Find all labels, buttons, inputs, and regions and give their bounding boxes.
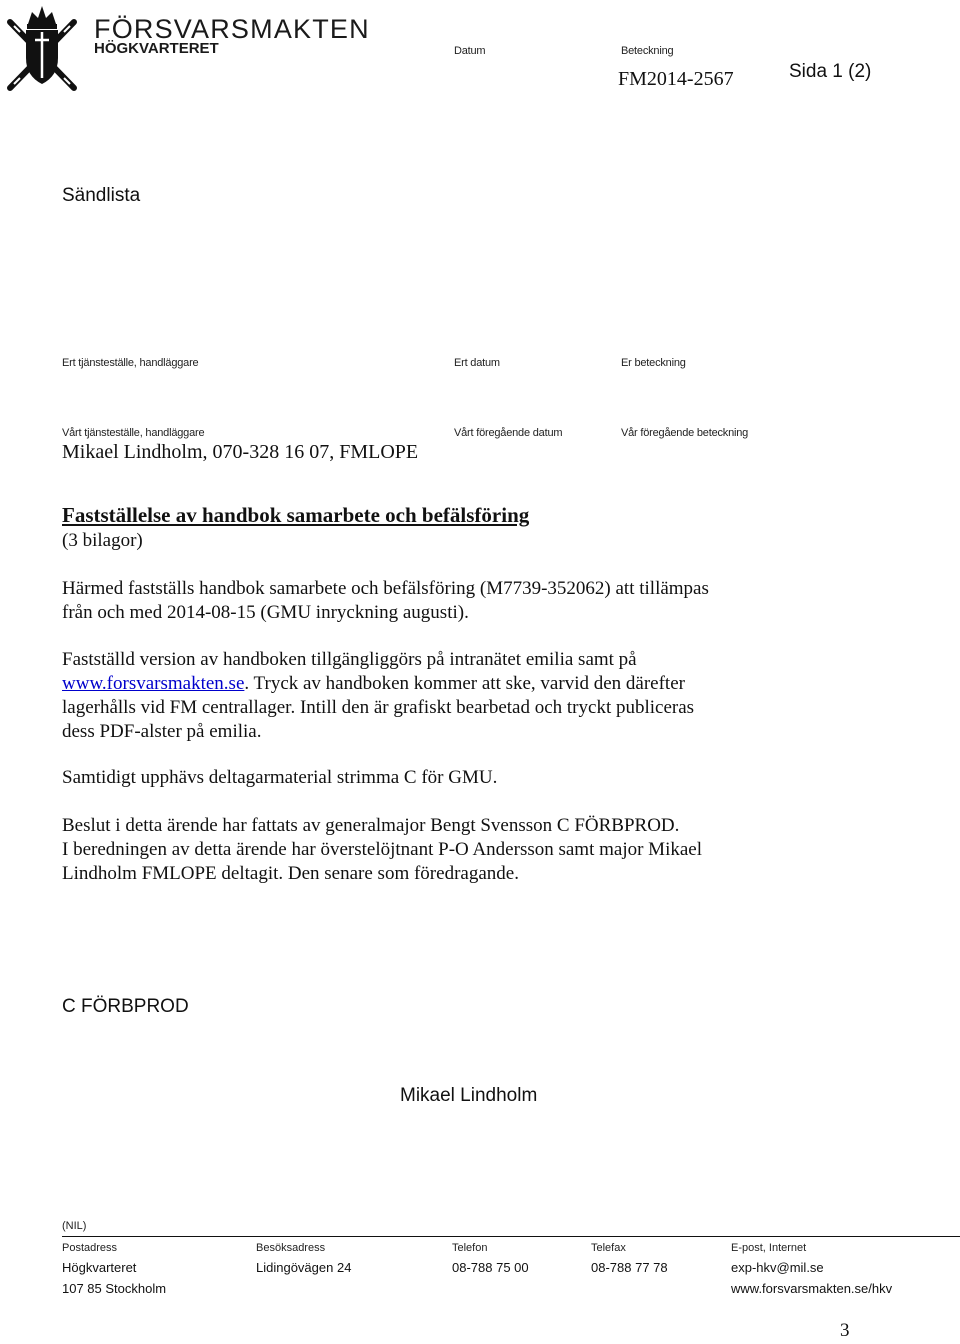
recipient-list-heading: Sändlista (62, 185, 141, 206)
paragraph-2-line-2 (62, 672, 694, 696)
subject-title: Fastställelse av handbok samarbete och befälsföring (62, 503, 530, 527)
phone-label: Telefon (452, 1242, 488, 1254)
email-address: exp-hkv@mil.se (731, 1260, 824, 1275)
org-unit: HÖGKVARTERET (94, 40, 219, 57)
our-office-value: Mikael Lindholm, 070-328 16 07, FMLOPE (62, 441, 419, 463)
paragraph-1-line-1: Härmed fastställs handbok samarbete och befälsföring (M7739-352062) att tillämpas (62, 578, 709, 599)
page-info: Sida 1 (2) (789, 61, 872, 82)
fax-label: Telefax (591, 1242, 626, 1254)
email-label: E-post, Internet (731, 1242, 807, 1254)
phone-number: 08-788 75 00 (452, 1260, 529, 1275)
fax-number: 08-788 77 78 (591, 1260, 668, 1275)
paragraph-2-line-2-rest: . Tryck av handboken kommer att ske, varvid den därefter (244, 673, 685, 694)
attachments-note: (3 bilagor) (62, 530, 143, 551)
paragraph-3: Samtidigt upphävs deltagarmaterial strimma C för GMU. (62, 767, 498, 788)
page-number: 3 (840, 1320, 850, 1341)
our-prev-date-label: Vårt föregående datum (454, 427, 563, 439)
postal-address (62, 1257, 166, 1299)
our-prev-ref-label: Vår föregående beteckning (621, 427, 749, 439)
org-name: FÖRSVARSMAKTEN (94, 14, 370, 44)
paragraph-4-line-1: Beslut i detta ärende har fattats av generalmajor Bengt Svensson C FÖRBPROD. (62, 815, 680, 836)
paragraph-1-line-2: från och med 2014-08-15 (GMU inryckning augusti). (62, 602, 469, 623)
datum-label: Datum (454, 45, 486, 57)
paragraph-2-line-4: dess PDF-alster på emilia. (62, 721, 262, 742)
nil-marker: (NIL) (62, 1220, 87, 1232)
your-date-label: Ert datum (454, 357, 500, 369)
postal-line-1: Högkvarteret (62, 1260, 137, 1275)
paragraph-4-line-3: Lindholm FMLOPE deltagit. Den senare som föredragande. (62, 863, 519, 884)
signature-name: Mikael Lindholm (400, 1085, 538, 1106)
crown-swords-emblem-icon (2, 2, 82, 94)
forsvarsmakten-link[interactable]: www.forsvarsmakten.se (62, 673, 245, 694)
beteckning-value: FM2014-2567 (618, 68, 734, 90)
paragraph-4-line-2: I beredningen av detta ärende har överstelöjtnant P-O Andersson samt major Mikael (62, 839, 702, 860)
email-internet (731, 1257, 892, 1299)
visit-address: Lidingövägen 24 (256, 1260, 352, 1275)
paragraph-2 (62, 648, 694, 744)
your-ref-label: Er beteckning (621, 357, 686, 369)
postal-label: Postadress (62, 1242, 118, 1254)
beteckning-label: Beteckning (621, 45, 674, 57)
postal-line-2: 107 85 Stockholm (62, 1281, 167, 1296)
visit-label: Besöksadress (256, 1242, 326, 1254)
web-address: www.forsvarsmakten.se/hkv (731, 1281, 893, 1296)
signature-title: C FÖRBPROD (62, 996, 189, 1017)
paragraph-2-line-1: Fastställd version av handboken tillgängliggörs på intranätet emilia samt på (62, 649, 637, 670)
paragraph-4 (62, 814, 702, 886)
paragraph-1 (62, 577, 709, 625)
paragraph-2-line-3: lagerhålls vid FM centrallager. Intill den är grafiskt bearbetad och tryckt publiceras (62, 697, 695, 718)
our-office-label: Vårt tjänsteställe, handläggare (62, 427, 205, 439)
footer-divider (62, 1236, 960, 1237)
your-office-label: Ert tjänsteställe, handläggare (62, 357, 199, 369)
